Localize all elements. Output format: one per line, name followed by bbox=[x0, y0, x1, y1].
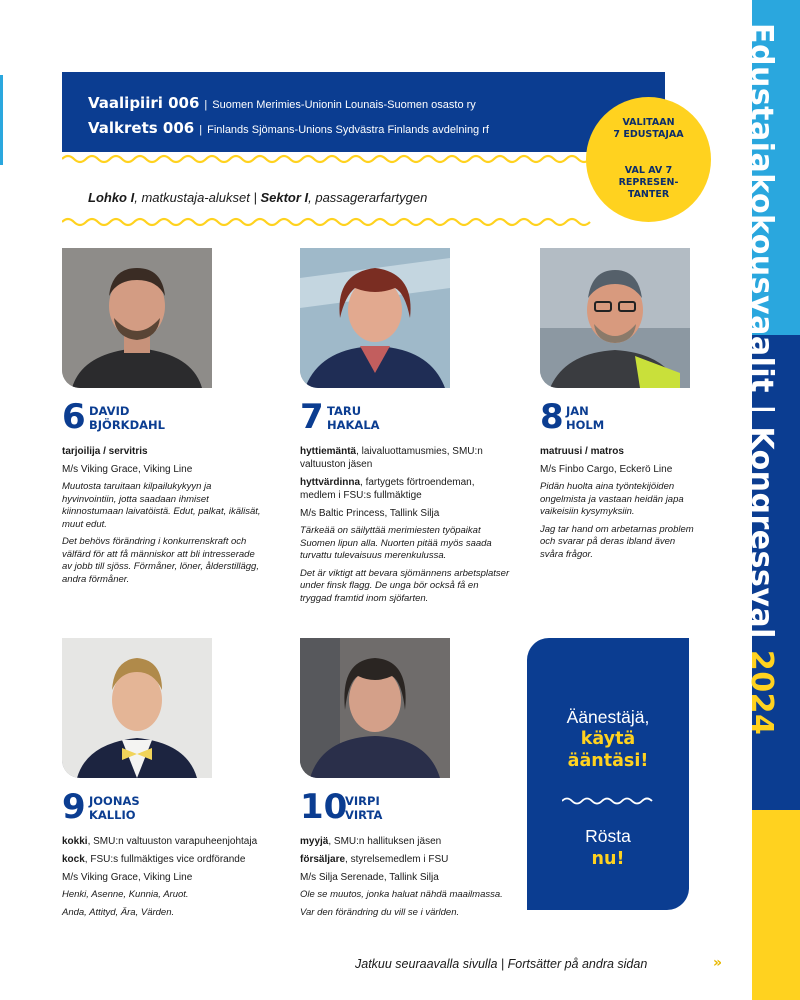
candidate-role-detail: , laivaluottamusmies, SMU:n valtuuston jäsen bbox=[300, 446, 483, 470]
candidate-info-7 bbox=[300, 445, 510, 610]
candidate-role-sv-detail: , styrelsemedlem i FSU bbox=[345, 854, 449, 865]
sector-separator: | bbox=[249, 190, 261, 205]
candidate-ship: M/s Finbo Cargo, Eckerö Line bbox=[540, 464, 673, 475]
candidate-number-6: 6 bbox=[62, 397, 86, 437]
candidate-last-name: BJÖRKDAHL bbox=[89, 418, 165, 432]
candidate-ship: M/s Silja Serenade, Tallink Silja bbox=[300, 872, 439, 883]
candidate-first-name: VIRPI bbox=[345, 794, 380, 808]
wave-line-top bbox=[62, 153, 592, 165]
district-subtitle-fi: Suomen Merimies-Unionin Lounais-Suomen osasto ry bbox=[212, 99, 476, 111]
candidate-quote-sv: Jag tar hand om arbetarnas problem och svarar på deras ibland även svåra frågor. bbox=[540, 523, 694, 560]
candidate-last-name: KALLIO bbox=[89, 808, 136, 822]
candidate-photo-7 bbox=[300, 248, 450, 388]
vote-fi-line3: ääntäsi! bbox=[567, 751, 649, 771]
candidate-number-9: 9 bbox=[62, 787, 86, 827]
vote-sv-line2: nu! bbox=[591, 849, 625, 869]
candidate-first-name: JOONAS bbox=[89, 794, 140, 808]
candidate-first-name: DAVID bbox=[89, 404, 130, 418]
candidate-number-10: 10 bbox=[300, 787, 348, 827]
candidate-photo-8 bbox=[540, 248, 690, 388]
candidate-quote-fi: Tärkeää on säilyttää merimiesten työpaikat Suomen lipun alla. Nuorten pitää myös saada turvattu tulevaisuus merenkulussa. bbox=[300, 525, 492, 561]
candidate-role: hyttiemäntä bbox=[300, 446, 357, 457]
candidate-first-name: TARU bbox=[327, 404, 362, 418]
candidate-info-8 bbox=[540, 445, 700, 566]
candidate-name-8 bbox=[566, 404, 604, 432]
district-subtitle-sv: Finlands Sjömans-Unions Sydvästra Finlands avdelning rf bbox=[207, 124, 489, 136]
candidate-role: matruusi / matros bbox=[540, 446, 624, 457]
candidate-quote-sv: Anda, Attityd, Ära, Värden. bbox=[62, 906, 175, 918]
candidate-quote-sv: Var den förändring du vill se i världen. bbox=[300, 906, 460, 918]
candidate-quote-fi: Pidän huolta aina työntekijöiden ongelmista ja vastaan heidän japa vaikeisiin kysymyksiin. bbox=[540, 481, 684, 517]
candidate-role-sv-detail: , fartygets förtroendeman, medlem i FSU:s fullmäktige bbox=[300, 477, 475, 501]
badge-sv-line1: VAL AV 7 bbox=[624, 165, 673, 176]
vertical-title-year: 2024 bbox=[744, 638, 779, 736]
candidate-role-sv: kock bbox=[62, 854, 85, 865]
candidate-ship: M/s Viking Grace, Viking Line bbox=[62, 872, 193, 883]
candidate-info-10 bbox=[300, 835, 520, 924]
candidate-last-name: HAKALA bbox=[327, 418, 380, 432]
candidate-number-7: 7 bbox=[300, 397, 324, 437]
candidate-role-sv: försäljare bbox=[300, 854, 346, 865]
wave-line-bottom bbox=[62, 216, 592, 228]
sector-fi-bold: Lohko I bbox=[88, 190, 135, 205]
candidate-role-detail: , SMU:n valtuuston varapuheenjohtaja bbox=[87, 836, 258, 847]
sector-label bbox=[88, 190, 427, 205]
candidate-last-name: HOLM bbox=[566, 418, 605, 432]
candidate-name-6 bbox=[89, 404, 165, 432]
left-edge-mark bbox=[0, 75, 3, 165]
candidate-quote-fi: Henki, Asenne, Kunnia, Aruot. bbox=[62, 889, 189, 900]
header-separator: | bbox=[204, 99, 208, 111]
sector-sv-bold: Sektor I bbox=[260, 190, 309, 205]
candidate-quote-fi: Muutosta taruitaan kilpailukykyyn ja hyvinvointiin, jotta saadaan ihmiset kiinnostumaan laivatöistä. Edut, palkat, ikälisät, muut edut. bbox=[62, 481, 261, 530]
candidate-role: kokki bbox=[62, 836, 88, 847]
district-title-fi: Vaalipiiri 006 bbox=[88, 94, 200, 112]
candidate-last-name: VIRTA bbox=[345, 808, 383, 822]
vote-wave-divider bbox=[562, 796, 654, 806]
stripe-yellow bbox=[752, 810, 800, 1000]
candidate-photo-9 bbox=[62, 638, 212, 778]
vote-sv-line1: Rösta bbox=[585, 826, 631, 846]
candidate-ship: M/s Baltic Princess, Tallink Silja bbox=[300, 508, 440, 519]
badge-fi-line1: VALITAAN bbox=[622, 117, 675, 128]
vertical-title-sv: Kongressval bbox=[744, 426, 779, 639]
sector-sv-rest: , passagerarfartygen bbox=[308, 190, 428, 205]
candidate-photo-6 bbox=[62, 248, 212, 388]
sector-fi-rest: , matkustaja-alukset bbox=[134, 190, 250, 205]
candidate-role: tarjoilija / servitris bbox=[62, 446, 148, 457]
seats-badge bbox=[586, 97, 711, 222]
district-line-sv bbox=[88, 119, 489, 138]
candidate-name-10 bbox=[345, 794, 382, 822]
district-header bbox=[62, 72, 665, 152]
candidate-ship: M/s Viking Grace, Viking Line bbox=[62, 464, 193, 475]
candidate-info-9 bbox=[62, 835, 282, 924]
candidate-first-name: JAN bbox=[566, 404, 589, 418]
continued-note: Jatkuu seuraavalla sivulla | Fortsätter på andra sidan bbox=[355, 957, 648, 971]
badge-sv-line2: REPRESEN- bbox=[618, 177, 679, 188]
vertical-title-fi: Edustajakokousvaalit bbox=[744, 23, 779, 393]
vote-callout bbox=[527, 638, 689, 910]
badge-fi-line2: 7 EDUSTAJAA bbox=[613, 129, 684, 140]
candidate-quote-sv: Det är viktigt att bevara sjömännens arbetsplatser under finsk flagg. De unga bör också få en tryggad framtid inom sjöfarten. bbox=[300, 567, 510, 604]
district-title-sv: Valkrets 006 bbox=[88, 119, 195, 137]
candidate-name-9 bbox=[89, 794, 140, 822]
candidate-role-detail: , SMU:n hallituksen jäsen bbox=[328, 836, 442, 847]
candidate-quote-fi: Ole se muutos, jonka haluat nähdä maailmassa. bbox=[300, 889, 503, 900]
badge-sv-line3: TANTER bbox=[627, 189, 670, 200]
vertical-title-divider: | bbox=[744, 392, 779, 427]
next-page-arrow-icon: » bbox=[713, 955, 723, 971]
header-separator: | bbox=[199, 124, 203, 136]
candidate-name-7 bbox=[327, 404, 380, 432]
candidate-photo-10 bbox=[300, 638, 450, 778]
candidate-info-6 bbox=[62, 445, 262, 591]
candidate-number-8: 8 bbox=[540, 397, 564, 437]
candidate-role-sv-detail: , FSU:s fullmäktiges vice ordförande bbox=[84, 854, 246, 865]
district-line-fi bbox=[88, 94, 476, 113]
candidate-role: myyjä bbox=[300, 836, 329, 847]
candidate-quote-sv: Det behövs förändring i konkurrenskraft och välfärd för att få människor att bli intresserade av jobb till sjöss. Förmåner, löner, ålderstillägg, andra förmåner. bbox=[62, 536, 259, 585]
vote-fi-line2: käytä bbox=[580, 729, 636, 749]
candidate-role-sv: hyttvärdinna bbox=[300, 477, 361, 488]
vote-fi-line1: Äänestäjä, bbox=[566, 707, 650, 727]
